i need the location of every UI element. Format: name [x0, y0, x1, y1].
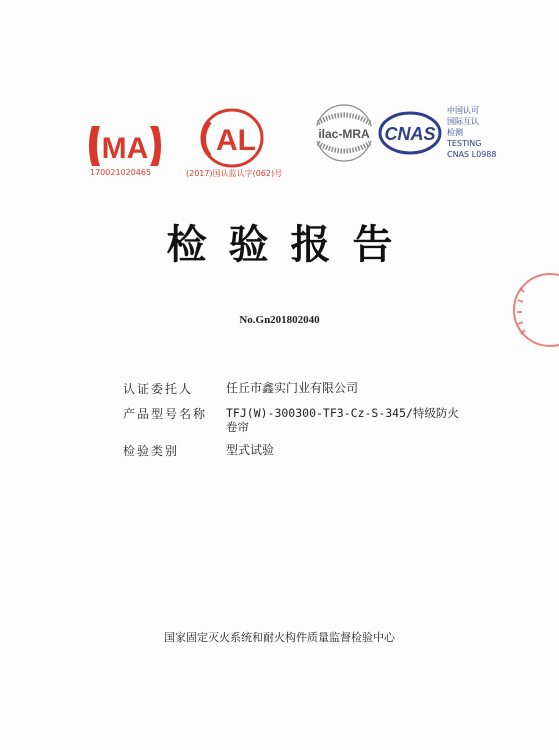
cnas-line: TESTING [447, 139, 482, 148]
product-value: TFJ(W)-300300-TF3-Cz-S-345/特级防火卷帘 [226, 406, 459, 434]
cnas-logo [377, 110, 443, 156]
official-stamp-partial [500, 270, 559, 350]
product-row [123, 406, 463, 434]
cal-logo-text: AL [216, 124, 256, 157]
ilac-mra-text: ilac-MRA [318, 127, 370, 141]
cnas-line: 国际互认 [447, 117, 479, 126]
type-label: 检验类别 [123, 444, 180, 458]
cnas-line: 检测 [447, 128, 463, 137]
report-number: No.Gn201802040 [239, 314, 320, 326]
type-value: 型式试验 [226, 443, 275, 457]
client-label: 认证委托人 [123, 382, 194, 396]
cnas-logo-text: CNAS [384, 124, 436, 144]
cma-logo-text: MA [101, 132, 149, 165]
type-row [123, 443, 463, 459]
cal-caption: (2017)国认监认字(062)号 [186, 169, 283, 178]
cnas-line: CNAS L0988 [447, 150, 497, 159]
report-title: 检验报告 [166, 222, 415, 268]
cnas-caption [447, 105, 517, 160]
report-info [123, 381, 463, 468]
ilac-mra-logo [308, 103, 380, 165]
issuing-organization: 国家固定灭火系统和耐火构件质量监督检验中心 [164, 631, 395, 644]
cnas-line: 中国认可 [447, 106, 479, 115]
client-row [123, 381, 463, 397]
product-label: 产品型号名称 [123, 407, 208, 421]
client-value: 任丘市鑫实门业有限公司 [226, 381, 359, 395]
cma-code: 170021020465 [90, 168, 152, 177]
